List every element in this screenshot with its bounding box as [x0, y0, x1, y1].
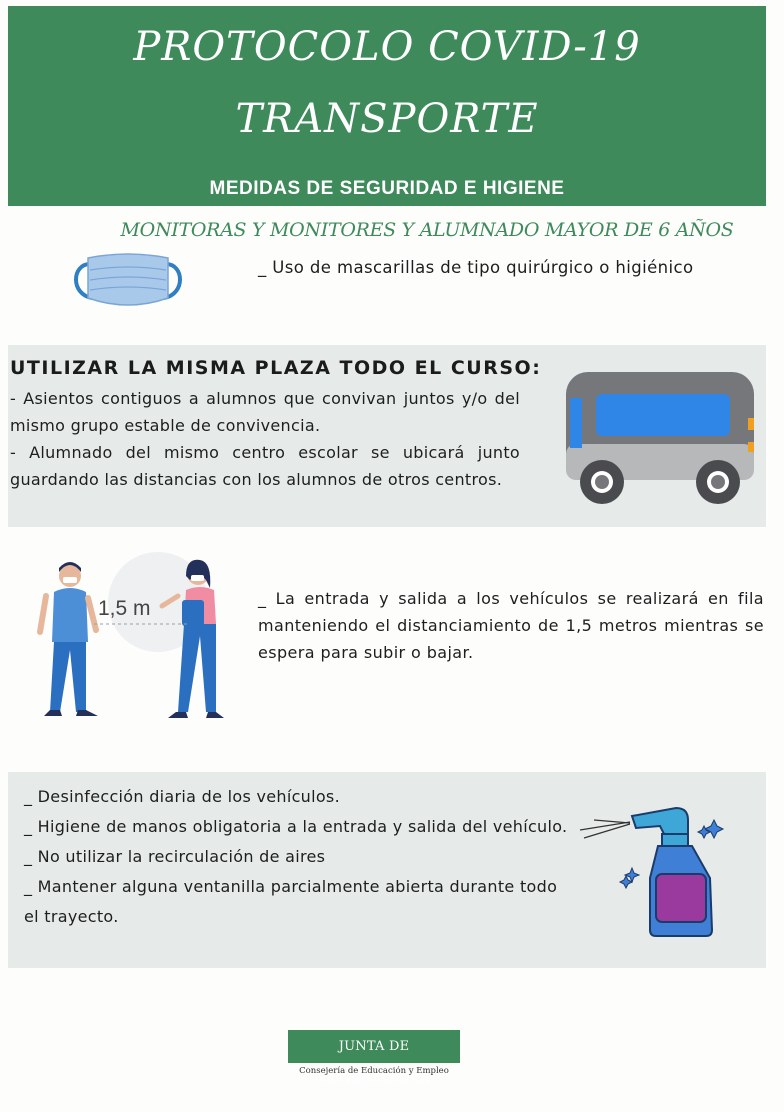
hygiene-item: _ No utilizar la recirculación de aires [24, 847, 326, 866]
hygiene-item: _ Mantener alguna ventanilla parcialmente abierta durante todo el trayecto. [24, 877, 558, 926]
hygiene-list [24, 782, 572, 932]
seat-section-list [10, 385, 520, 493]
spray-bottle-icon [580, 804, 730, 944]
seat-item: - Asientos contiguos a alumnos que convivan juntos y/o del mismo grupo estable de convivencia. [10, 389, 520, 435]
hygiene-item: _ Higiene de manos obligatoria a la entrada y salida del vehículo. [24, 817, 568, 836]
surgical-mask-icon [70, 252, 186, 310]
distance-instruction: _ La entrada y salida a los vehículos se realizará en fila manteniendo el distanciamiento de 1,5 metros mientras se espera para subir o bajar. [258, 589, 764, 662]
header-banner [8, 6, 766, 206]
subtitle: MEDIDAS DE SEGURIDAD E HIGIENE [209, 178, 565, 199]
bus-icon [566, 372, 756, 504]
audience-heading: MONITORAS Y MONITORES Y ALUMNADO MAYOR DE 6 AÑOS [120, 219, 734, 241]
title-line-2: TRANSPORTE [235, 96, 539, 142]
distance-label: 1,5 m [98, 597, 151, 620]
social-distance-people-icon [28, 540, 238, 730]
hygiene-item: _ Desinfección diaria de los vehículos. [24, 787, 340, 806]
mask-instruction: _ Uso de mascarillas de tipo quirúrgico o higiénico [258, 258, 694, 277]
title-line-1: PROTOCOLO COVID-19 [133, 24, 641, 70]
seat-section-title: UTILIZAR LA MISMA PLAZA TODO EL CURSO: [10, 357, 542, 379]
junta-extremadura-logo: JUNTA DE EXTREMADURA [288, 1030, 460, 1063]
department-name: Consejería de Educación y Empleo [299, 1066, 449, 1076]
seat-item: - Alumnado del mismo centro escolar se ubicará junto guardando las distancias con los alumnos de otros centros. [10, 443, 520, 489]
